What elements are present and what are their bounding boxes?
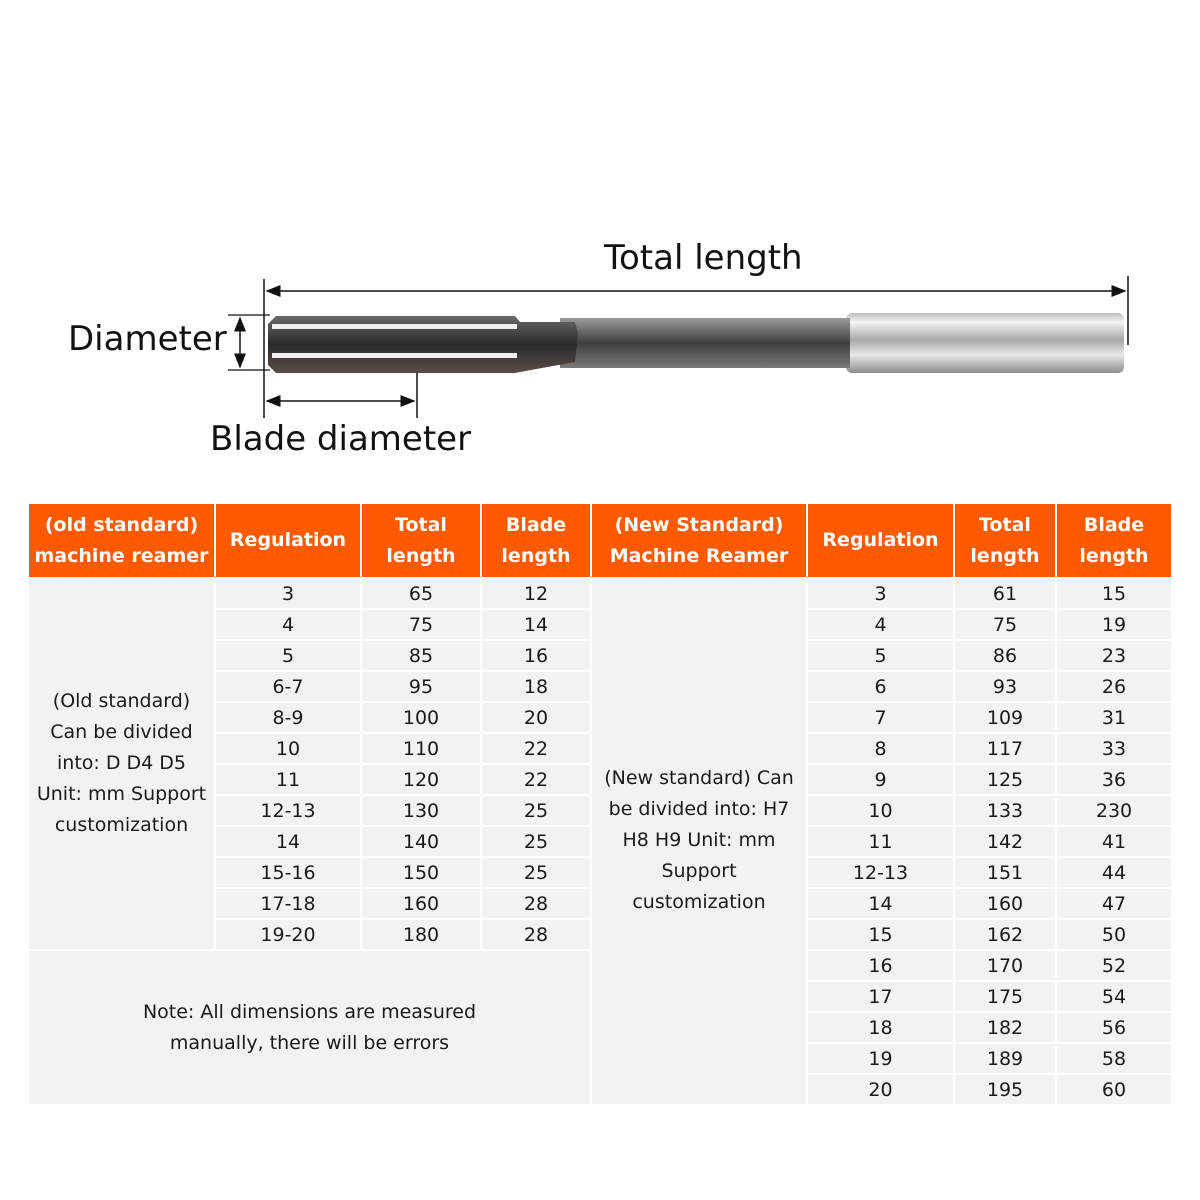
new-row-blade-cell: 33 xyxy=(1057,732,1171,763)
old-row-regulation-cell: 12-13 xyxy=(216,794,362,825)
old-row-regulation-cell: 15-16 xyxy=(216,856,362,887)
new-row-regulation-cell: 4 xyxy=(808,608,955,639)
new-row-total-cell: 75 xyxy=(955,608,1057,639)
new-row-regulation-cell: 5 xyxy=(808,639,955,670)
old-standard-description: (Old standard) Can be divided into: D D4 D5 Unit: mm Support customization xyxy=(29,577,216,949)
new-row-regulation-cell: 19 xyxy=(808,1042,955,1073)
new-row-total-cell: 142 xyxy=(955,825,1057,856)
new-row-total-cell: 170 xyxy=(955,949,1057,980)
new-row-total-cell: 182 xyxy=(955,1011,1057,1042)
old-row-regulation-cell: 4 xyxy=(216,608,362,639)
new-row-regulation-cell: 6 xyxy=(808,670,955,701)
new-row-total-cell: 175 xyxy=(955,980,1057,1011)
new-row-blade-cell: 15 xyxy=(1057,577,1171,608)
header-old-standard: (old standard) machine reamer xyxy=(29,504,216,577)
new-row-regulation-cell: 17 xyxy=(808,980,955,1011)
old-row-regulation-cell: 17-18 xyxy=(216,887,362,918)
old-row-blade-cell: 20 xyxy=(482,701,592,732)
old-row-total-cell: 75 xyxy=(362,608,482,639)
new-row-total-cell: 195 xyxy=(955,1073,1057,1104)
header-new-total-length: Total length xyxy=(955,504,1057,577)
old-row-total-cell: 100 xyxy=(362,701,482,732)
new-row-regulation-cell: 20 xyxy=(808,1073,955,1104)
old-row-regulation-cell: 5 xyxy=(216,639,362,670)
old-row-total-cell: 120 xyxy=(362,763,482,794)
old-row-total-cell: 160 xyxy=(362,887,482,918)
measurement-note: Note: All dimensions are measured manually, there will be errors xyxy=(29,949,592,1104)
old-row-total-cell: 180 xyxy=(362,918,482,949)
old-row-total-cell: 130 xyxy=(362,794,482,825)
old-row-total-cell: 85 xyxy=(362,639,482,670)
old-row-regulation-cell: 10 xyxy=(216,732,362,763)
old-row-blade-cell: 28 xyxy=(482,887,592,918)
old-row-total-cell: 65 xyxy=(362,577,482,608)
new-row-regulation-cell: 18 xyxy=(808,1011,955,1042)
new-row-blade-cell: 26 xyxy=(1057,670,1171,701)
new-row-blade-cell: 44 xyxy=(1057,856,1171,887)
new-row-blade-cell: 230 xyxy=(1057,794,1171,825)
new-row-blade-cell: 41 xyxy=(1057,825,1171,856)
new-row-total-cell: 162 xyxy=(955,918,1057,949)
old-row-total-cell: 95 xyxy=(362,670,482,701)
new-row-regulation-cell: 11 xyxy=(808,825,955,856)
old-row-total-cell: 140 xyxy=(362,825,482,856)
old-row-blade-cell: 25 xyxy=(482,794,592,825)
header-old-blade-length: Blade length xyxy=(482,504,592,577)
reamer-neck xyxy=(560,318,850,368)
header-new-regulation: Regulation xyxy=(808,504,955,577)
old-row-blade-cell: 25 xyxy=(482,825,592,856)
new-row-blade-cell: 19 xyxy=(1057,608,1171,639)
new-row-regulation-cell: 12-13 xyxy=(808,856,955,887)
new-row-regulation-cell: 15 xyxy=(808,918,955,949)
header-old-regulation: Regulation xyxy=(216,504,362,577)
old-row-blade-cell: 18 xyxy=(482,670,592,701)
header-old-total-length: Total length xyxy=(362,504,482,577)
new-row-total-cell: 86 xyxy=(955,639,1057,670)
new-row-regulation-cell: 14 xyxy=(808,887,955,918)
new-row-blade-cell: 60 xyxy=(1057,1073,1171,1104)
new-row-total-cell: 133 xyxy=(955,794,1057,825)
old-row-regulation-cell: 3 xyxy=(216,577,362,608)
old-row-total-cell: 150 xyxy=(362,856,482,887)
new-row-blade-cell: 31 xyxy=(1057,701,1171,732)
new-row-blade-cell: 56 xyxy=(1057,1011,1171,1042)
new-row-blade-cell: 47 xyxy=(1057,887,1171,918)
diameter-label: Diameter xyxy=(68,319,227,359)
new-row-regulation-cell: 16 xyxy=(808,949,955,980)
new-row-blade-cell: 23 xyxy=(1057,639,1171,670)
spec-table xyxy=(29,504,1171,1105)
new-row-total-cell: 160 xyxy=(955,887,1057,918)
reamer-shank xyxy=(846,313,1124,373)
old-row-blade-cell: 22 xyxy=(482,763,592,794)
old-row-regulation-cell: 14 xyxy=(216,825,362,856)
new-row-blade-cell: 36 xyxy=(1057,763,1171,794)
new-row-blade-cell: 50 xyxy=(1057,918,1171,949)
old-row-regulation-cell: 8-9 xyxy=(216,701,362,732)
total-length-label: Total length xyxy=(604,238,803,278)
header-new-standard: (New Standard) Machine Reamer xyxy=(592,504,808,577)
new-row-blade-cell: 52 xyxy=(1057,949,1171,980)
old-row-regulation-cell: 19-20 xyxy=(216,918,362,949)
old-row-regulation-cell: 6-7 xyxy=(216,670,362,701)
new-row-total-cell: 117 xyxy=(955,732,1057,763)
old-row-blade-cell: 25 xyxy=(482,856,592,887)
new-row-regulation-cell: 9 xyxy=(808,763,955,794)
old-row-blade-cell: 16 xyxy=(482,639,592,670)
new-row-blade-cell: 54 xyxy=(1057,980,1171,1011)
header-new-blade-length: Blade length xyxy=(1057,504,1171,577)
new-row-total-cell: 109 xyxy=(955,701,1057,732)
new-standard-description: (New standard) Can be divided into: H7 H8 H9 Unit: mm Support customization xyxy=(592,577,808,1104)
new-row-total-cell: 61 xyxy=(955,577,1057,608)
new-row-regulation-cell: 7 xyxy=(808,701,955,732)
new-row-total-cell: 125 xyxy=(955,763,1057,794)
old-row-total-cell: 110 xyxy=(362,732,482,763)
reamer-diagram xyxy=(0,0,1200,480)
reamer-drawing xyxy=(0,0,1200,480)
old-row-regulation-cell: 11 xyxy=(216,763,362,794)
old-row-blade-cell: 28 xyxy=(482,918,592,949)
old-row-blade-cell: 22 xyxy=(482,732,592,763)
old-row-blade-cell: 14 xyxy=(482,608,592,639)
blade-diameter-label: Blade diameter xyxy=(210,419,472,459)
new-row-total-cell: 189 xyxy=(955,1042,1057,1073)
new-row-blade-cell: 58 xyxy=(1057,1042,1171,1073)
old-row-blade-cell: 12 xyxy=(482,577,592,608)
new-row-regulation-cell: 3 xyxy=(808,577,955,608)
new-row-total-cell: 151 xyxy=(955,856,1057,887)
new-row-total-cell: 93 xyxy=(955,670,1057,701)
new-row-regulation-cell: 10 xyxy=(808,794,955,825)
new-row-regulation-cell: 8 xyxy=(808,732,955,763)
